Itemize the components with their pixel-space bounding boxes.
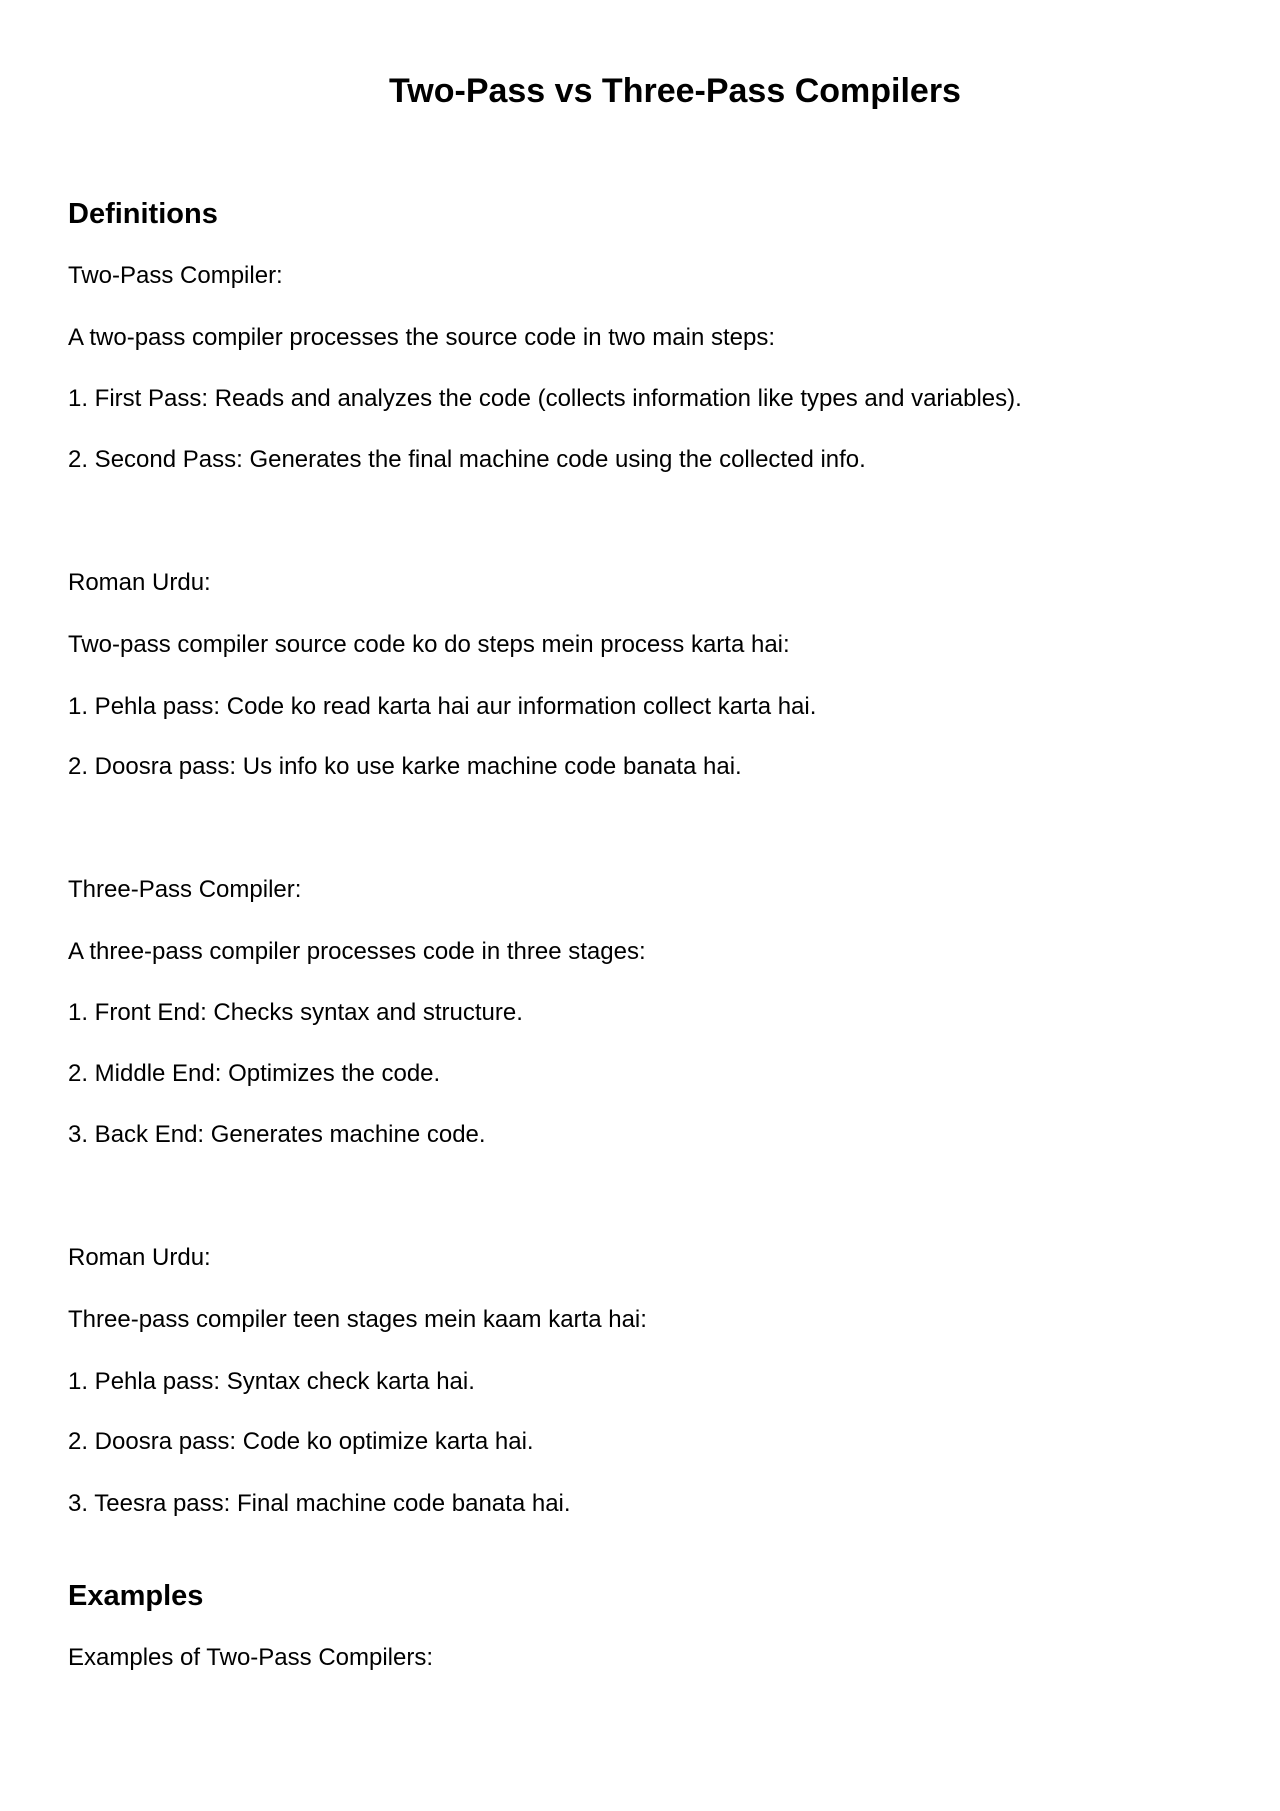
section-heading-examples: Examples xyxy=(68,1580,204,1612)
list-item: 2. Doosra pass: Us info ko use karke machine code banata hai. xyxy=(68,753,742,780)
paragraph: Three-Pass Compiler: xyxy=(68,876,302,903)
section-heading-definitions: Definitions xyxy=(68,198,218,230)
paragraph: Examples of Two-Pass Compilers: xyxy=(68,1644,434,1671)
list-item: 1. First Pass: Reads and analyzes the code (collects information like types and variables). xyxy=(68,385,1022,412)
list-item: 1. Pehla pass: Syntax check karta hai. xyxy=(68,1368,475,1395)
paragraph: Roman Urdu: xyxy=(68,1244,211,1271)
list-item: 3. Teesra pass: Final machine code banata hai. xyxy=(68,1490,571,1517)
list-item: 1. Pehla pass: Code ko read karta hai aur information collect karta hai. xyxy=(68,693,817,720)
page-title: Two-Pass vs Three-Pass Compilers xyxy=(389,72,961,110)
list-item: 2. Second Pass: Generates the final machine code using the collected info. xyxy=(68,446,866,473)
paragraph: Roman Urdu: xyxy=(68,569,211,596)
list-item: 3. Back End: Generates machine code. xyxy=(68,1121,486,1148)
paragraph: Three-pass compiler teen stages mein kaam karta hai: xyxy=(68,1306,647,1333)
paragraph: A two-pass compiler processes the source code in two main steps: xyxy=(68,324,775,351)
list-item: 1. Front End: Checks syntax and structure. xyxy=(68,999,523,1026)
paragraph: A three-pass compiler processes code in three stages: xyxy=(68,938,646,965)
paragraph: Two-Pass Compiler: xyxy=(68,262,283,289)
list-item: 2. Middle End: Optimizes the code. xyxy=(68,1060,441,1087)
list-item: 2. Doosra pass: Code ko optimize karta hai. xyxy=(68,1428,534,1455)
paragraph: Two-pass compiler source code ko do steps mein process karta hai: xyxy=(68,631,790,658)
